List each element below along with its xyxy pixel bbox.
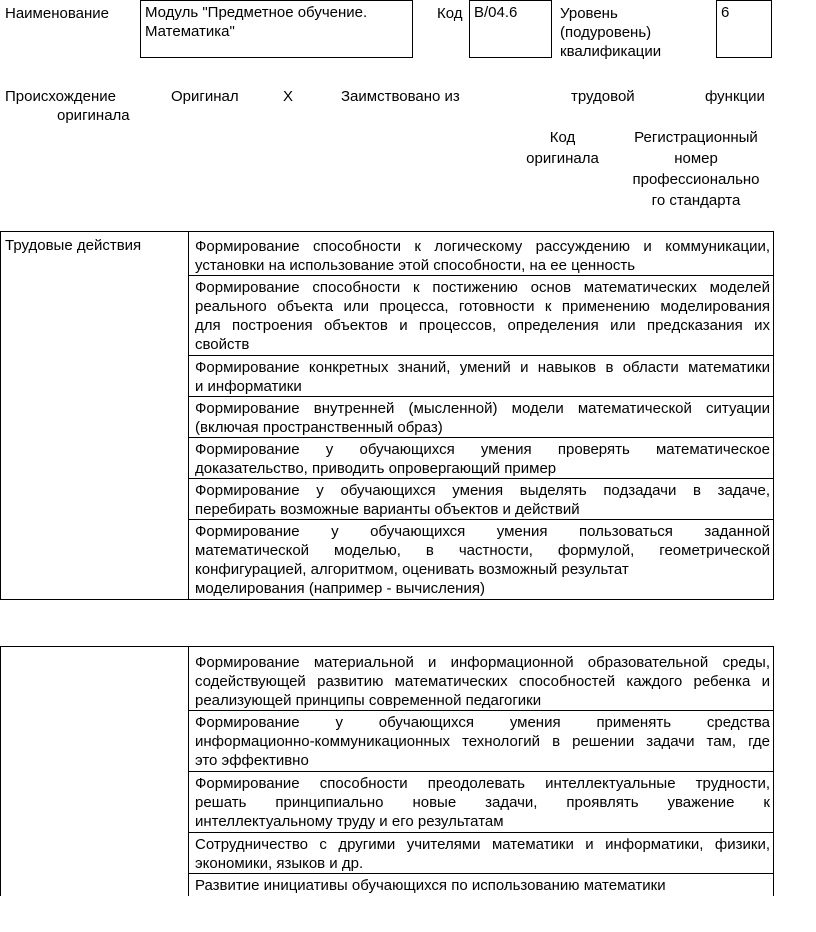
cell-line: свойств (195, 336, 250, 353)
original-code-label-line: Код (549, 129, 576, 146)
registration-label-line: номер (674, 150, 718, 167)
registration-number-label (622, 128, 770, 210)
level-label (560, 4, 661, 61)
cell-line: конфигурацией, алгоритмом, оценивать возможный результат (195, 561, 629, 578)
cell-line: Формирование внутренней (мысленной) модели математической ситуации (195, 400, 770, 417)
cell-line: Сотрудничество с другими учителями математики и информатики, физики, (195, 836, 770, 853)
cell-line: реального объекта или процесса, готовности к применению моделирования (195, 298, 770, 315)
code-label: Код (437, 5, 463, 22)
labor-actions-continued-table (0, 646, 774, 896)
cell-line: Формирование у обучающихся умения пользоваться заданной (195, 523, 770, 540)
cell-line: математической моделью, в частности, формулой, геометрической (195, 542, 770, 559)
code-value-box (469, 0, 552, 58)
table-cell (189, 356, 774, 397)
table-cell (189, 276, 774, 356)
empty-label-cell (1, 647, 189, 896)
original-mark: X (283, 88, 294, 105)
table-cell (189, 232, 774, 276)
table-cell (189, 833, 774, 874)
cell-line: Формирование способности преодолевать интеллектуальные трудности, (195, 775, 770, 792)
registration-label-line: го стандарта (651, 192, 741, 209)
cell-line: перебирать возможные варианты объектов и действий (195, 501, 580, 518)
table-cell (189, 397, 774, 438)
cell-line: Формирование у обучающихся умения применять средства (195, 714, 770, 731)
cell-line: информационно-коммуникационных технологий в решении задачи там, где (195, 733, 770, 750)
level-label-line: (подуровень) (560, 24, 652, 41)
cell-line: Формирование способности к постижению основ математических моделей (195, 279, 770, 296)
cell-line: Формирование способности к логическому рассуждению и коммуникации, (195, 238, 770, 255)
original-code-label (515, 128, 610, 168)
code-value: В/04.6 (474, 4, 518, 21)
cell-line: интеллектуальному труду и его результатам (195, 813, 504, 830)
cell-line: установки на использование этой способности, на ее ценность (195, 257, 636, 274)
cell-line: и информатики (195, 378, 302, 395)
table-row (1, 232, 774, 276)
labor-actions-table (0, 231, 774, 600)
cell-line: реализующей принципы современной педагогики (195, 692, 542, 709)
cell-line: (включая пространственный образ) (195, 419, 443, 436)
table-row (1, 647, 774, 711)
table-cell (189, 772, 774, 833)
level-label-line: квалификации (560, 43, 662, 60)
level-label-line: Уровень (560, 5, 618, 22)
table-cell (189, 438, 774, 479)
original-option: Оригинал (171, 88, 239, 105)
cell-line: моделирования (например - вычисления) (195, 580, 485, 597)
borrowed-option: Заимствовано из (341, 88, 460, 105)
registration-label-line: профессионально (632, 171, 760, 188)
name-value-box (140, 0, 413, 58)
cell-line: решать принципиально новые задачи, проявлять уважение к (195, 794, 770, 811)
original-code-label-line: оригинала (526, 150, 599, 167)
cell-line: содействующей развитию математических способностей каждого ребенка и (195, 673, 770, 690)
cell-line: это эффективно (195, 752, 309, 769)
level-value-box (716, 0, 772, 58)
table-cell (189, 520, 774, 600)
table-cell (189, 711, 774, 772)
labor-actions-label: Трудовые действия (5, 237, 142, 254)
origin-label-line2: оригинала (57, 107, 130, 124)
name-label: Наименование (5, 5, 109, 22)
name-value: Модуль "Предметное обучение. Математика" (145, 4, 368, 40)
origin-label: Происхождение (5, 88, 116, 105)
cell-line: Развитие инициативы обучающихся по использованию математики (195, 877, 666, 894)
table-cell (189, 874, 774, 896)
cell-line: доказательство, приводить опровергающий пример (195, 460, 557, 477)
labor-actions-label-cell (1, 232, 189, 600)
registration-label-line: Регистрационный (634, 129, 758, 146)
function-word: функции (705, 88, 765, 105)
table-cell (189, 479, 774, 520)
labor-word: трудовой (571, 88, 635, 105)
cell-line: для построения объектов и процессов, определения или предсказания их (195, 317, 770, 334)
cell-line: Формирование у обучающихся умения проверять математическое (195, 441, 770, 458)
cell-line: Формирование у обучающихся умения выделять подзадачи в задаче, (195, 482, 770, 499)
cell-line: Формирование материальной и информационной образовательной среды, (195, 654, 770, 671)
table-cell (189, 647, 774, 711)
cell-line: Формирование конкретных знаний, умений и навыков в области математики (195, 359, 770, 376)
cell-line: экономики, языков и др. (195, 855, 364, 872)
level-value: 6 (721, 4, 730, 21)
